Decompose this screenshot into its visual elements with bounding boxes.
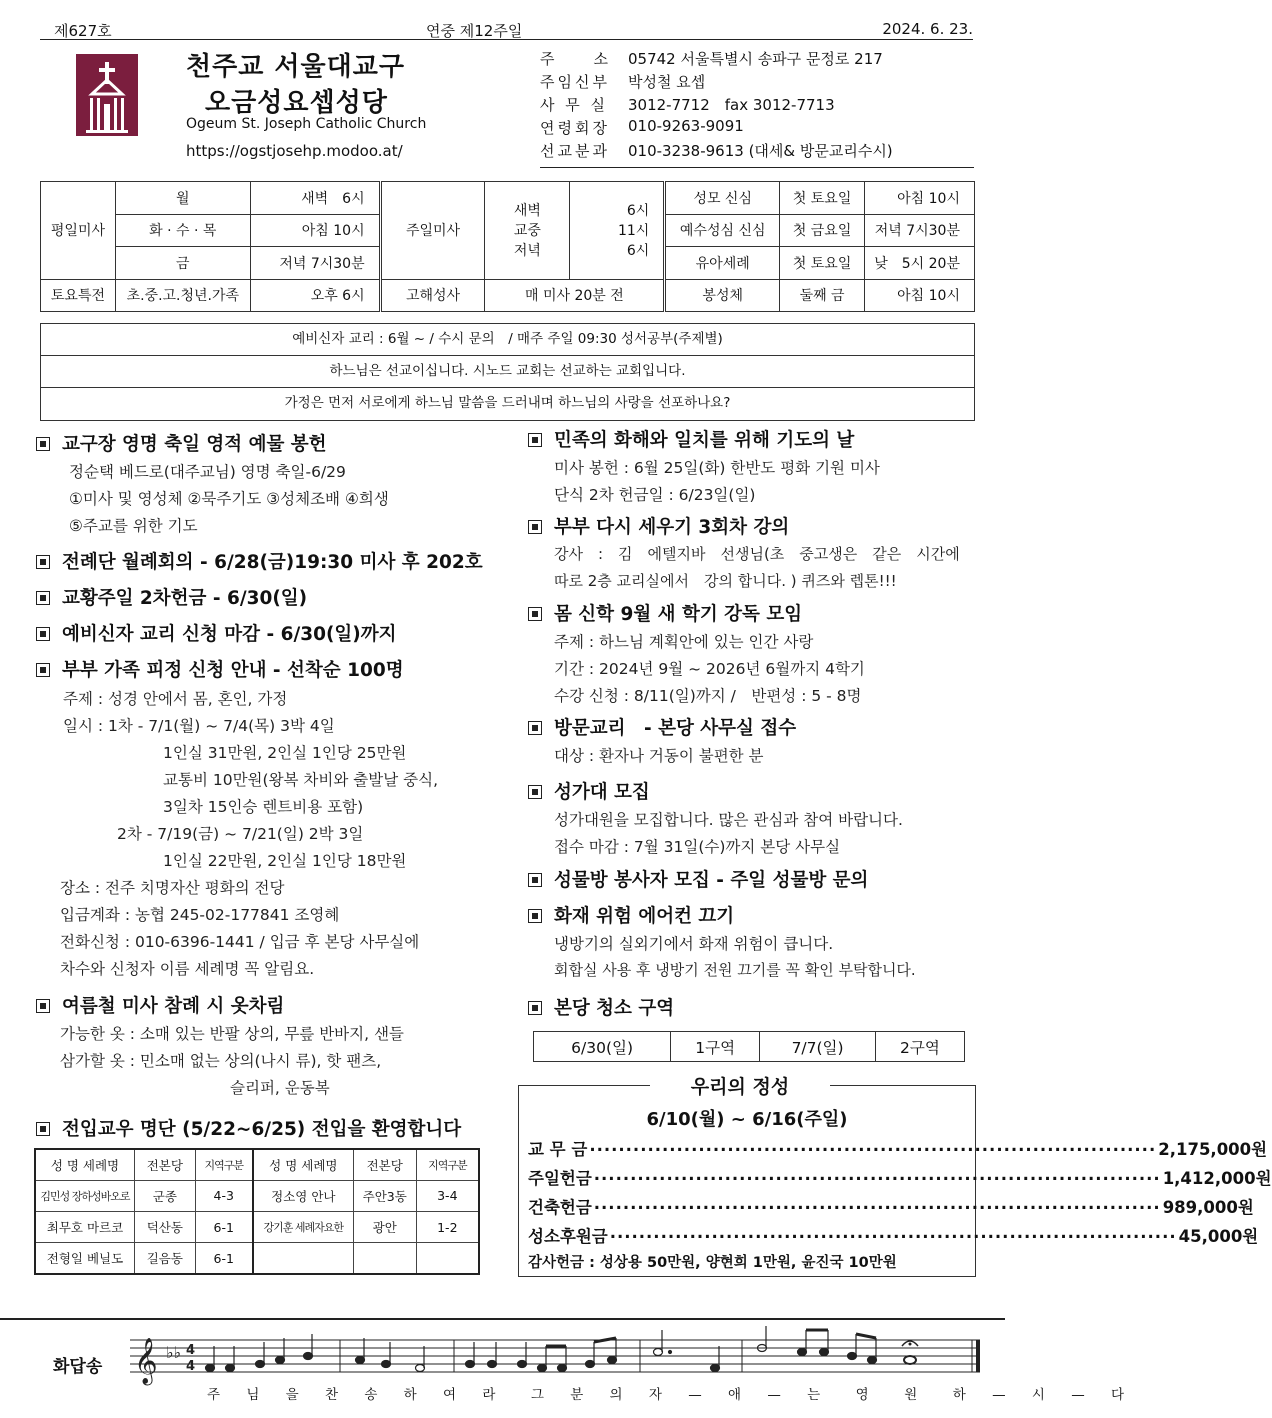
offering-row bbox=[528, 1194, 1254, 1218]
checkbox-square-icon bbox=[528, 721, 542, 735]
table-header: 지역구분 bbox=[195, 1149, 253, 1180]
offering-row bbox=[528, 1165, 1272, 1189]
info-value: 박성철 요셉 bbox=[628, 73, 706, 91]
section-line: ⑤주교를 위한 기도 bbox=[69, 517, 198, 535]
issue-number: 제627호 bbox=[54, 22, 112, 40]
heading-text: 교구장 영명 축일 영적 예물 봉헌 bbox=[62, 434, 327, 455]
table-header: 전본당 bbox=[134, 1149, 195, 1180]
svg-text:♭♭: ♭♭ bbox=[166, 1343, 182, 1362]
section-heading bbox=[528, 513, 789, 539]
confession-value: 매 미사 20분 전 bbox=[485, 279, 665, 312]
church-english-name: Ogeum St. Joseph Catholic Church bbox=[186, 116, 427, 132]
checkbox-square-icon bbox=[36, 1122, 50, 1136]
table-row bbox=[35, 1212, 479, 1243]
info-value: 05742 서울특별시 송파구 문정로 217 bbox=[628, 50, 883, 68]
info-key: 사 무 실 bbox=[540, 96, 609, 114]
section-line: 슬리퍼, 운동복 bbox=[230, 1079, 330, 1097]
sunday-time: 6시 bbox=[626, 243, 650, 260]
church-logo-icon bbox=[76, 54, 138, 136]
music-staff-icon bbox=[130, 1334, 985, 1384]
checkbox-square-icon bbox=[528, 909, 542, 923]
sunday-slot: 저녁 bbox=[513, 243, 541, 260]
notice-box bbox=[40, 323, 975, 421]
table-cell bbox=[353, 1243, 416, 1274]
section-line: 장소 : 전주 치명자산 평화의 전당 bbox=[60, 879, 285, 897]
table-header: 성 명 세례명 bbox=[253, 1149, 354, 1180]
devotion-name: 성모 신심 bbox=[665, 182, 780, 215]
section-heading bbox=[528, 902, 734, 928]
weekday-day: 금 bbox=[115, 247, 250, 280]
thanks-offering: 감사헌금 : 성상용 50만원, 양현희 1만원, 윤진국 10만원 bbox=[528, 1255, 897, 1271]
section-line: 강사 : 김 에텔지바 선생님(초 중고생은 같은 시간에 bbox=[554, 545, 960, 563]
cleaning-schedule-table bbox=[533, 1031, 965, 1062]
devotion-time: 아침 10시 bbox=[865, 182, 975, 215]
offering-row bbox=[528, 1136, 1268, 1160]
section-line: 주제 : 성경 안에서 몸, 혼인, 가정 bbox=[63, 690, 288, 708]
heading-text: 전입교우 명단 (5/22~6/25) 전입을 환영합니다 bbox=[62, 1119, 462, 1140]
section-heading bbox=[36, 620, 397, 646]
weekday-day: 화 · 수 · 목 bbox=[115, 214, 250, 247]
heading-text: 성가대 모집 bbox=[554, 782, 650, 803]
heading-text: 성물방 봉사자 모집 - 주일 성물방 문의 bbox=[554, 870, 869, 891]
devotion-name: 유아세례 bbox=[665, 247, 780, 280]
table-cell: 1-2 bbox=[416, 1212, 479, 1243]
section-line: 1인실 22만원, 2인실 1인당 18만원 bbox=[163, 852, 407, 870]
table-cell: 길음동 bbox=[134, 1243, 195, 1274]
offering-amount: 2,175,000원 bbox=[1158, 1140, 1268, 1159]
offering-label: 주일헌금 bbox=[528, 1169, 592, 1188]
sunday-time: 6시 bbox=[626, 203, 650, 220]
heading-text: 예비신자 교리 신청 마감 - 6/30(일)까지 bbox=[62, 624, 397, 645]
section-line: 교통비 10만원(왕복 차비와 출발날 중식, bbox=[163, 771, 439, 789]
info-key: 선교분과 bbox=[540, 142, 610, 160]
section-line: 전화신청 : 010-6396-1441 / 입금 후 본당 사무실에 bbox=[60, 933, 420, 951]
table-header: 전본당 bbox=[353, 1149, 416, 1180]
section-line: 차수와 신청자 이름 세례명 꼭 알림요. bbox=[60, 960, 315, 978]
saturday-mass-label: 토요특전 bbox=[41, 279, 116, 312]
table-row bbox=[534, 1032, 965, 1062]
section-line: 기간 : 2024년 9월 ~ 2026년 6월까지 4학기 bbox=[554, 660, 865, 678]
song-lyrics: 주 님 을 찬 송 하 여 라 그 분 의 자 — 애 — 는 영 원 하 — 시 — 다 bbox=[207, 1387, 1136, 1403]
devotion-time: 아침 10시 bbox=[865, 279, 975, 312]
section-heading bbox=[36, 1115, 461, 1141]
checkbox-square-icon bbox=[528, 1001, 542, 1015]
table-cell: 3-4 bbox=[416, 1180, 479, 1211]
heading-text: 민족의 화해와 일치를 위해 기도의 날 bbox=[554, 430, 855, 451]
devotion-when: 첫 토요일 bbox=[780, 247, 865, 280]
heading-text: 화재 위험 에어컨 끄기 bbox=[554, 906, 735, 927]
weekday-time: 새벽 6시 bbox=[250, 182, 380, 215]
dot-leader: .............................................................................. bbox=[589, 1136, 1157, 1155]
offering-row bbox=[528, 1223, 1259, 1247]
music-divider bbox=[0, 1318, 1005, 1320]
table-cell: 강기훈 세례자요한 bbox=[253, 1212, 354, 1243]
info-row bbox=[540, 71, 975, 94]
section-heading bbox=[528, 426, 854, 452]
table-cell bbox=[253, 1243, 354, 1274]
notice-line: 하느님은 선교이십니다. 시노드 교회는 선교하는 교회입니다. bbox=[41, 356, 974, 388]
checkbox-square-icon bbox=[528, 520, 542, 534]
section-heading bbox=[528, 600, 802, 626]
checkbox-square-icon bbox=[36, 663, 50, 677]
table-cell: 주안3동 bbox=[353, 1180, 416, 1211]
section-line: 따로 2층 교리실에서 강의 합니다. ) 퀴즈와 렙톤!!! bbox=[554, 572, 897, 590]
section-line: 성가대원을 모집합니다. 많은 관심과 참여 바랍니다. bbox=[554, 811, 903, 829]
table-cell: 6-1 bbox=[195, 1212, 253, 1243]
section-line: 수강 신청 : 8/11(일)까지 / 반편성 : 5 - 8명 bbox=[554, 687, 862, 705]
section-heading bbox=[528, 778, 650, 804]
section-heading bbox=[36, 584, 307, 610]
section-line: 3일차 15인승 렌트비용 포함) bbox=[163, 798, 364, 816]
sunday-slot: 교중 bbox=[513, 223, 541, 240]
section-heading bbox=[36, 992, 284, 1018]
checkbox-square-icon bbox=[528, 873, 542, 887]
section-line: 입금계좌 : 농협 245-02-177841 조영혜 bbox=[60, 906, 340, 924]
transfer-members-table bbox=[34, 1148, 480, 1275]
weekday-mass-label: 평일미사 bbox=[41, 182, 116, 280]
section-line: 가능한 옷 : 소매 있는 반팔 상의, 무릎 반바지, 샌들 bbox=[60, 1025, 404, 1043]
info-row bbox=[540, 117, 975, 140]
heading-text: 부부 다시 세우기 3회차 강의 bbox=[554, 517, 790, 538]
church-url-link[interactable]: https://ogstjosehp.modoo.at/ bbox=[186, 142, 403, 160]
table-header: 지역구분 bbox=[416, 1149, 479, 1180]
church-logo bbox=[76, 54, 138, 136]
section-line: 주제 : 하느님 계획안에 있는 인간 사랑 bbox=[554, 633, 814, 651]
top-bar bbox=[40, 18, 973, 40]
checkbox-square-icon bbox=[528, 607, 542, 621]
svg-text:4: 4 bbox=[186, 1343, 196, 1358]
section-heading bbox=[528, 994, 674, 1020]
offering-label: 건축헌금 bbox=[528, 1198, 592, 1217]
offering-amount: 989,000원 bbox=[1162, 1198, 1254, 1217]
section-heading bbox=[528, 866, 868, 892]
confession-label: 고해성사 bbox=[380, 279, 485, 312]
table-cell: 정소영 안나 bbox=[253, 1180, 354, 1211]
table-cell: 6-1 bbox=[195, 1243, 253, 1274]
section-heading bbox=[36, 430, 327, 456]
table-cell: 2구역 bbox=[875, 1032, 964, 1062]
heading-text: 본당 청소 구역 bbox=[554, 998, 675, 1019]
section-line: 정순택 베드로(대주교님) 영명 축일-6/29 bbox=[69, 463, 346, 481]
info-row bbox=[540, 48, 975, 71]
notice-line: 예비신자 교리 : 6월 ~ / 수시 문의 / 매주 주일 09:30 성서공부(주제별) bbox=[41, 324, 974, 356]
table-cell: 최무호 마르코 bbox=[35, 1212, 134, 1243]
section-line: 미사 봉헌 : 6월 25일(화) 한반도 평화 기원 미사 bbox=[554, 459, 880, 477]
checkbox-square-icon bbox=[36, 555, 50, 569]
info-key: 연령회장 bbox=[540, 119, 610, 137]
table-row bbox=[35, 1243, 479, 1274]
saturday-group: 초.중.고.청년.가족 bbox=[115, 279, 250, 312]
info-value: 3012-7712 fax 3012-7713 bbox=[628, 96, 835, 114]
devotion-when: 첫 금요일 bbox=[780, 214, 865, 247]
heading-text: 몸 신학 9월 새 학기 강독 모임 bbox=[554, 604, 803, 625]
table-cell: 군종 bbox=[134, 1180, 195, 1211]
section-line: 단식 2차 헌금일 : 6/23일(일) bbox=[554, 486, 756, 504]
sunday-slot: 새벽 bbox=[513, 203, 541, 220]
section-line: 일시 : 1차 - 7/1(월) ~ 7/4(목) 3박 4일 bbox=[63, 717, 335, 735]
church-info bbox=[540, 48, 975, 163]
table-header: 성 명 세례명 bbox=[35, 1149, 134, 1180]
section-line: 1인실 31만원, 2인실 1인당 25만원 bbox=[163, 744, 407, 762]
section-line: 회합실 사용 후 냉방기 전원 끄기를 꼭 확인 부탁합니다. bbox=[554, 961, 916, 979]
sunday-mass-label: 주일미사 bbox=[380, 182, 485, 280]
section-line: 냉방기의 실외기에서 화재 위험이 큽니다. bbox=[554, 935, 834, 953]
table-cell: 김민성 장하성바오로 bbox=[35, 1180, 134, 1211]
devotion-name: 봉성체 bbox=[665, 279, 780, 312]
section-line: 접수 마감 : 7월 31일(수)까지 본당 사무실 bbox=[554, 838, 841, 856]
responsorial-psalm-label: 화답송 bbox=[53, 1357, 103, 1377]
svg-text:4: 4 bbox=[186, 1359, 196, 1374]
section-line: 삼가할 옷 : 민소매 없는 상의(나시 류), 핫 팬츠, bbox=[60, 1052, 382, 1070]
devotion-when: 둘째 금 bbox=[780, 279, 865, 312]
table-cell: 4-3 bbox=[195, 1180, 253, 1211]
devotion-time: 낮 5시 20분 bbox=[865, 247, 975, 280]
dot-leader: .............................................................................. bbox=[593, 1194, 1161, 1213]
weekday-time: 저녁 7시30분 bbox=[250, 247, 380, 280]
sunday-slots bbox=[485, 182, 570, 280]
table-cell: 6/30(일) bbox=[534, 1032, 671, 1062]
checkbox-square-icon bbox=[36, 591, 50, 605]
heading-text: 전례단 월례회의 - 6/28(금)19:30 미사 후 202호 bbox=[62, 552, 483, 573]
section-heading bbox=[36, 548, 483, 574]
table-cell: 광안 bbox=[353, 1212, 416, 1243]
mass-schedule-table bbox=[40, 181, 975, 312]
sunday-time: 11시 bbox=[617, 223, 650, 240]
svg-text:𝄞: 𝄞 bbox=[134, 1338, 158, 1384]
table-cell: 전형일 베닐도 bbox=[35, 1243, 134, 1274]
dot-leader: .............................................................................. bbox=[609, 1223, 1177, 1242]
info-key: 주임신부 bbox=[540, 73, 610, 91]
checkbox-square-icon bbox=[36, 999, 50, 1013]
table-header-row bbox=[35, 1149, 479, 1180]
info-row bbox=[540, 140, 975, 163]
liturgical-week: 연중 제12주일 bbox=[426, 22, 523, 40]
notice-line: 가정은 먼저 서로에게 하느님 말씀을 드러내며 하느님의 사랑을 선포하나요? bbox=[284, 395, 731, 411]
info-value: 010-3238-9613 (대세& 방문교리수시) bbox=[628, 142, 893, 160]
dot-leader: .............................................................................. bbox=[593, 1165, 1161, 1184]
weekday-day: 월 bbox=[115, 182, 250, 215]
offering-amount: 1,412,000원 bbox=[1162, 1169, 1272, 1188]
heading-text: 부부 가족 피정 신청 안내 - 선착순 100명 bbox=[62, 660, 404, 681]
checkbox-square-icon bbox=[36, 437, 50, 451]
checkbox-square-icon bbox=[528, 785, 542, 799]
saturday-time: 오후 6시 bbox=[250, 279, 380, 312]
offering-title: 우리의 정성 bbox=[690, 1076, 790, 1098]
devotion-name: 예수성심 신심 bbox=[665, 214, 780, 247]
church-name-line2: 오금성요셉성당 bbox=[205, 88, 388, 118]
table-cell bbox=[416, 1243, 479, 1274]
table-cell: 덕산동 bbox=[134, 1212, 195, 1243]
devotion-time: 저녁 7시30분 bbox=[865, 214, 975, 247]
table-cell: 1구역 bbox=[671, 1032, 760, 1062]
info-divider bbox=[540, 167, 974, 168]
section-line: 2차 - 7/19(금) ~ 7/21(일) 2박 3일 bbox=[117, 825, 364, 843]
issue-date: 2024. 6. 23. bbox=[882, 20, 973, 38]
checkbox-square-icon bbox=[528, 433, 542, 447]
church-name-line1: 천주교 서울대교구 bbox=[186, 52, 405, 82]
devotion-when: 첫 토요일 bbox=[780, 182, 865, 215]
info-key: 주 소 bbox=[540, 50, 611, 68]
offering-label: 성소후원금 bbox=[528, 1227, 608, 1246]
table-row bbox=[35, 1180, 479, 1211]
info-row bbox=[540, 94, 975, 117]
weekday-time: 아침 10시 bbox=[250, 214, 380, 247]
section-line: 대상 : 환자나 거동이 불편한 분 bbox=[554, 747, 764, 765]
info-value: 010-9263-9091 bbox=[628, 117, 744, 135]
sunday-times bbox=[570, 182, 665, 280]
table-cell: 7/7(일) bbox=[760, 1032, 876, 1062]
offering-label: 교 무 금 bbox=[528, 1140, 588, 1159]
section-heading bbox=[36, 656, 404, 682]
offering-amount: 45,000원 bbox=[1178, 1227, 1259, 1246]
heading-text: 방문교리 - 본당 사무실 접수 bbox=[554, 718, 797, 739]
checkbox-square-icon bbox=[36, 627, 50, 641]
heading-text: 여름철 미사 참례 시 옷차림 bbox=[62, 996, 285, 1017]
section-line: ①미사 및 영성체 ②묵주기도 ③성체조배 ④희생 bbox=[69, 490, 389, 508]
section-heading bbox=[528, 714, 796, 740]
heading-text: 교황주일 2차헌금 - 6/30(일) bbox=[62, 588, 308, 609]
offering-period: 6/10(월) ~ 6/16(주일) bbox=[646, 1109, 848, 1130]
